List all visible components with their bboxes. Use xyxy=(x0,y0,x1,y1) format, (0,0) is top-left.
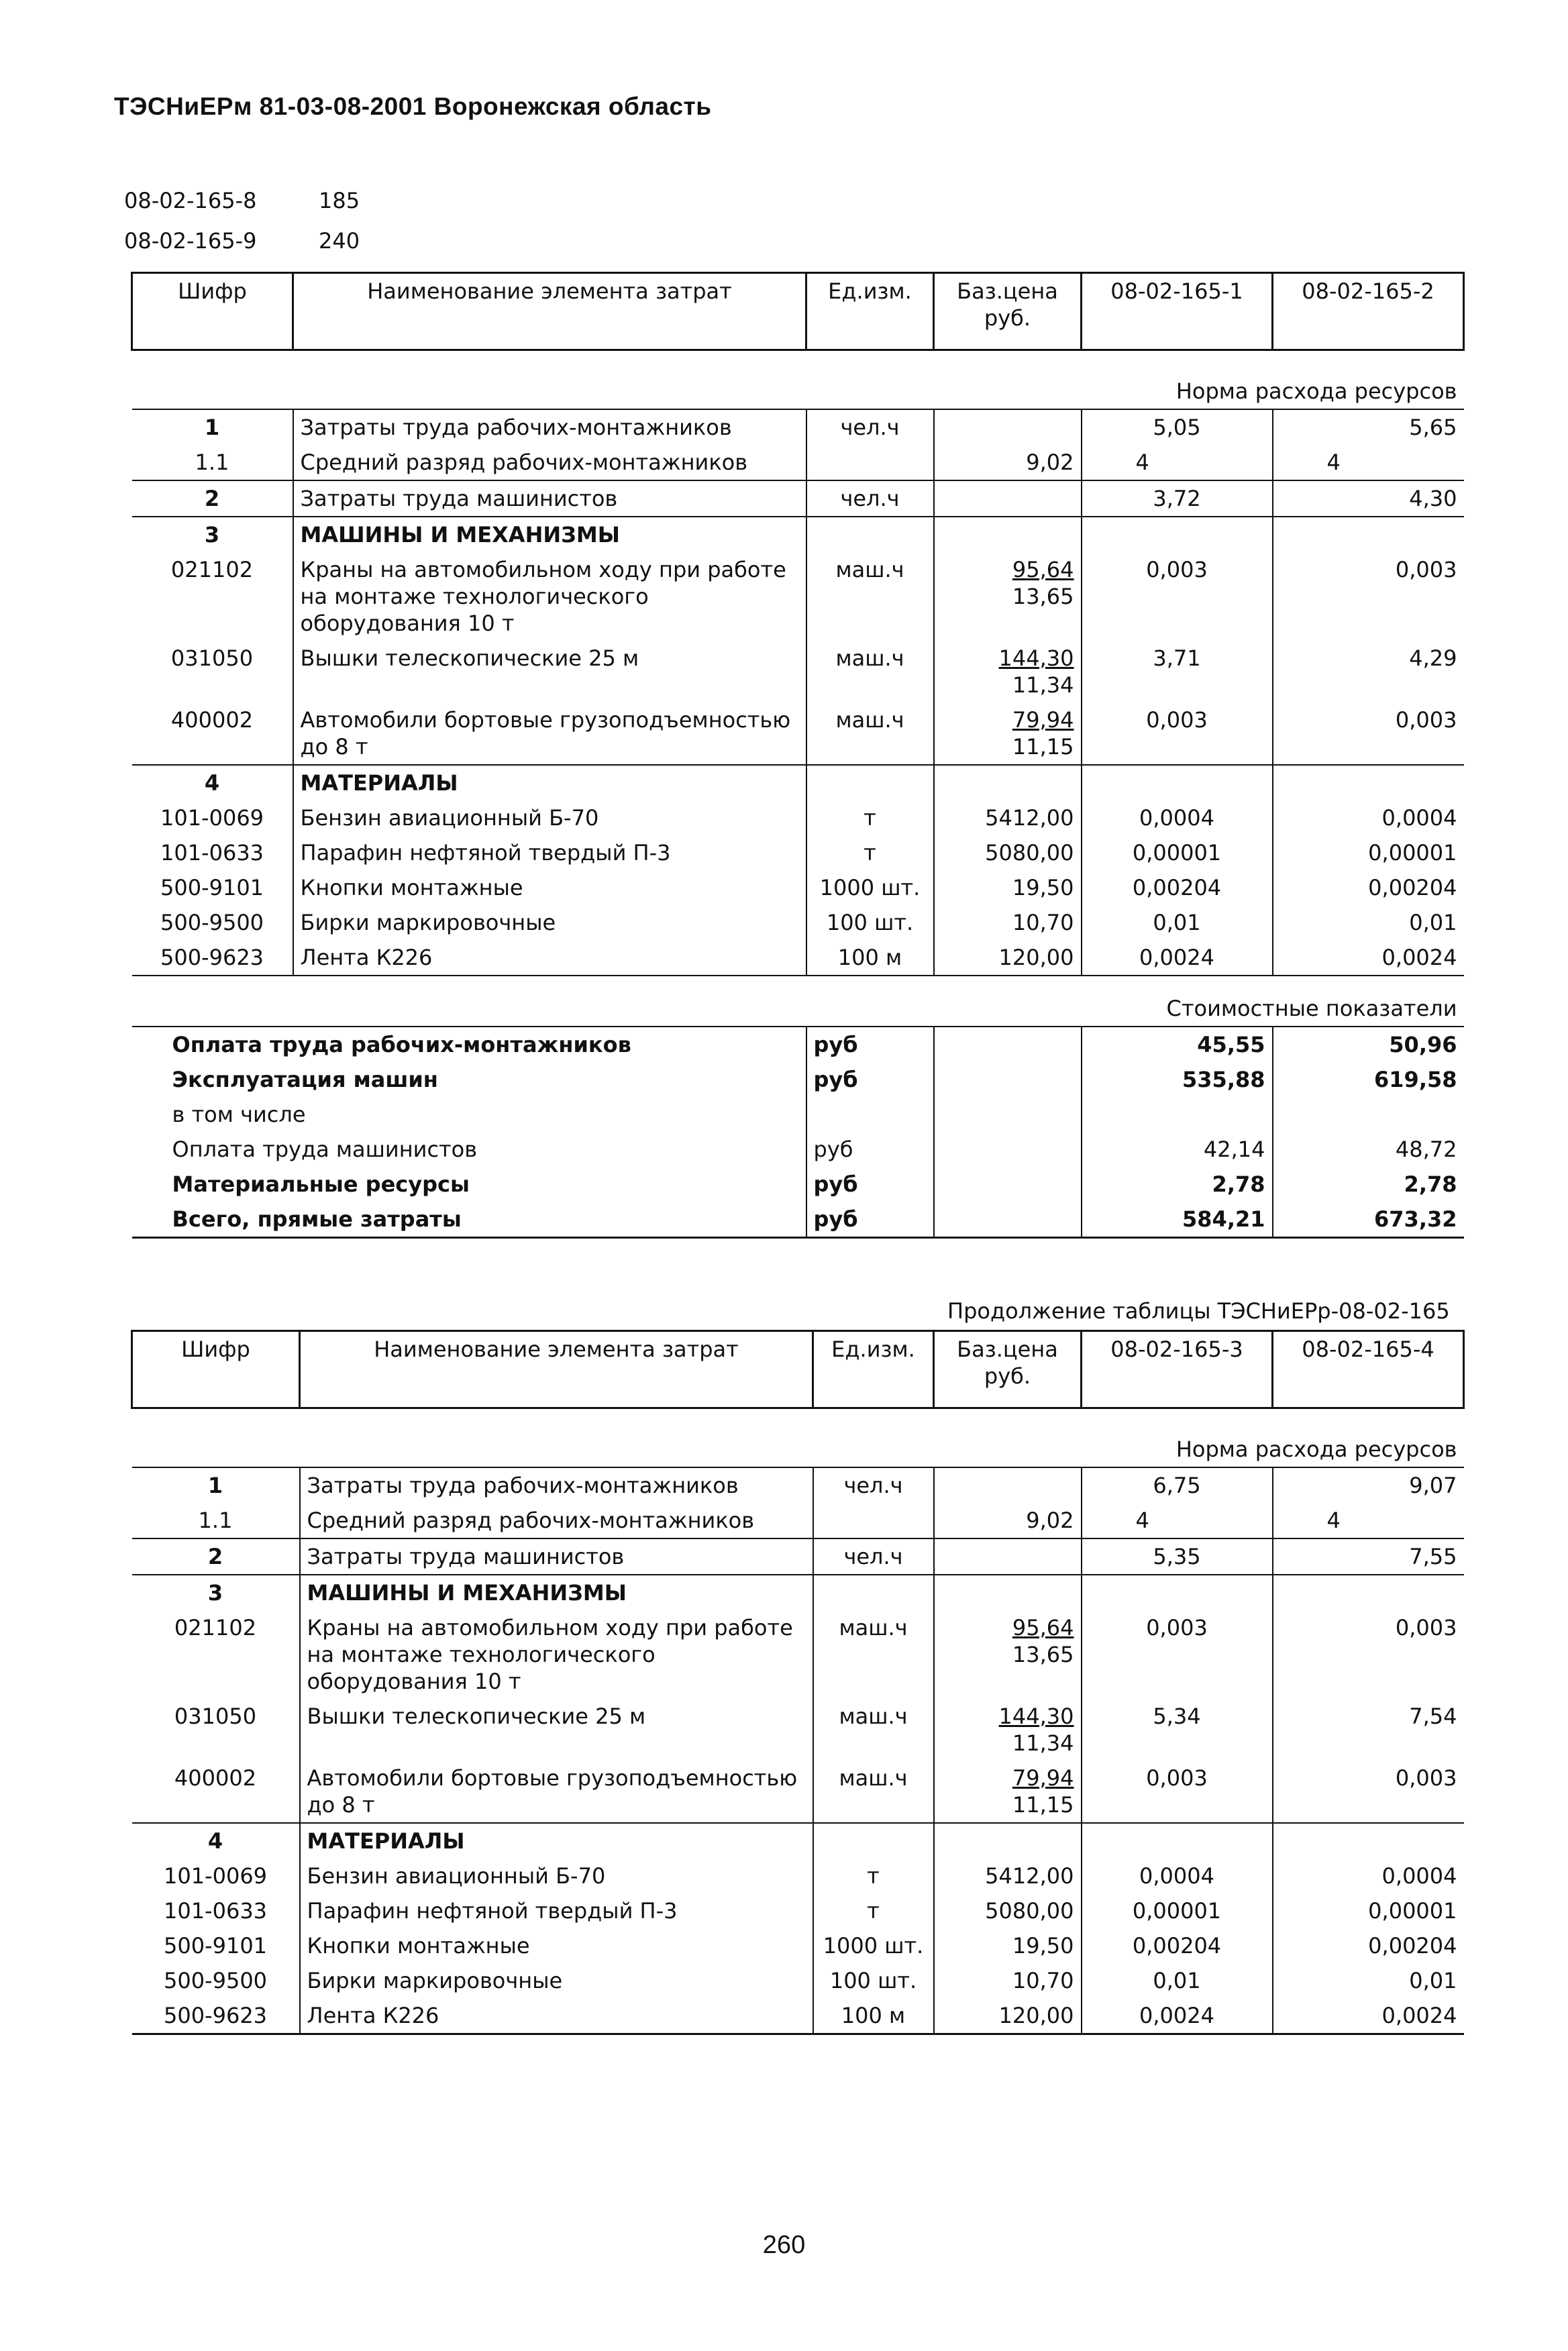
row-value-b: 0,00001 xyxy=(1273,1893,1464,1928)
cost-value-a: 2,78 xyxy=(1082,1167,1273,1202)
pre-row-code: 08-02-165-8 xyxy=(124,188,257,213)
section-title: МАТЕРИАЛЫ xyxy=(293,765,806,800)
row-unit: 100 м xyxy=(813,1998,934,2034)
cell-text: 79,94 xyxy=(1012,1765,1074,1791)
table-header-row xyxy=(132,1331,1464,1408)
table-row xyxy=(132,1503,1464,1538)
continuation-caption: Продолжение таблицы ТЭСНиЕРр-08-02-165 xyxy=(947,1298,1450,1324)
cost-title-row xyxy=(132,976,1464,1027)
cost-unit: руб xyxy=(806,1062,934,1097)
table-cell xyxy=(934,1823,1082,1859)
row-price xyxy=(934,480,1082,517)
row-code: 500-9101 xyxy=(163,1933,268,1958)
cost-row xyxy=(132,1132,1464,1167)
table-row xyxy=(132,1893,1464,1928)
cost-value-b: 48,72 xyxy=(1273,1132,1464,1167)
cell-text: 11,34 xyxy=(1012,672,1074,698)
row-name: Парафин нефтяной твердый П-3 xyxy=(300,1893,813,1928)
row-unit: маш.ч xyxy=(813,1761,934,1823)
row-name: Кнопки монтажные xyxy=(300,1928,813,1963)
row-name: Лента К226 xyxy=(300,1998,813,2034)
col-header-code: Шифр xyxy=(132,273,293,350)
table-row xyxy=(132,835,1464,870)
norm-title: Норма расхода ресурсов xyxy=(132,1408,1464,1468)
row-unit: маш.ч xyxy=(806,552,934,641)
section-row xyxy=(132,765,1464,800)
col-header-unit: Ед.изм. xyxy=(813,1331,934,1408)
cost-unit: руб xyxy=(806,1202,934,1238)
col-header-unit: Ед.изм. xyxy=(806,273,934,350)
col-header-b: 08-02-165-4 xyxy=(1273,1331,1464,1408)
cost-row xyxy=(132,1027,1464,1062)
row-code: 1 xyxy=(204,415,220,440)
col-header-a: 08-02-165-3 xyxy=(1082,1331,1273,1408)
row-value-b: 7,54 xyxy=(1273,1699,1464,1761)
row-value-b: 4 xyxy=(1273,1503,1464,1538)
row-name: Парафин нефтяной твердый П-3 xyxy=(293,835,806,870)
pre-row-code: 08-02-165-9 xyxy=(124,228,257,254)
cost-label: Материальные ресурсы xyxy=(172,1171,470,1197)
table-row xyxy=(132,800,1464,835)
table-row xyxy=(132,870,1464,905)
row-value-b: 0,01 xyxy=(1273,905,1464,940)
table-row xyxy=(132,1467,1464,1503)
cell-text: Баз.цена xyxy=(957,1337,1058,1362)
cost-label: Всего, прямые затраты xyxy=(132,1202,806,1238)
table-cell xyxy=(806,517,934,552)
row-unit: 100 м xyxy=(806,940,934,976)
row-name: Краны на автомобильном ходу при работе на монтаже технологического оборудования 10 т xyxy=(300,1610,813,1699)
row-value-a: 0,00001 xyxy=(1082,1893,1273,1928)
table-cell xyxy=(934,1132,1082,1167)
cost-unit: руб xyxy=(806,1027,934,1062)
row-unit: чел.ч xyxy=(813,1538,934,1575)
norm-title-row xyxy=(132,350,1464,410)
table-cell xyxy=(1273,1575,1464,1610)
cell-text: 11,15 xyxy=(1012,734,1074,760)
row-unit: 1000 шт. xyxy=(806,870,934,905)
row-price: 120,00 xyxy=(934,1998,1082,2034)
norm-title-row xyxy=(132,1408,1464,1468)
table-row xyxy=(132,702,1464,765)
cost-value-a: 42,14 xyxy=(1082,1132,1273,1167)
row-code: 2 xyxy=(132,480,293,517)
pre-row xyxy=(124,188,360,213)
table-cell xyxy=(813,1575,934,1610)
row-value-a: 0,003 xyxy=(1082,1761,1273,1823)
col-header-price xyxy=(934,1331,1082,1408)
row-value-b: 0,01 xyxy=(1273,1963,1464,1998)
row-unit: 100 шт. xyxy=(806,905,934,940)
row-value-b: 0,0024 xyxy=(1273,1998,1464,2034)
table-row xyxy=(132,1699,1464,1761)
cost-value-b: 2,78 xyxy=(1273,1167,1464,1202)
cost-row xyxy=(132,1062,1464,1097)
row-code: 500-9623 xyxy=(160,945,264,970)
row-unit: чел.ч xyxy=(813,1467,934,1503)
table-cell xyxy=(1082,1097,1273,1132)
row-name: Автомобили бортовые грузоподъемностью до 8 т xyxy=(293,702,806,765)
row-value-a: 3,72 xyxy=(1082,480,1273,517)
row-code: 101-0633 xyxy=(160,840,264,866)
row-price xyxy=(934,409,1082,445)
row-code: 500-9500 xyxy=(160,910,264,935)
table-cell xyxy=(934,1062,1082,1097)
section-row xyxy=(132,1823,1464,1859)
row-name: Краны на автомобильном ходу при работе на монтаже технологического оборудования 10 т xyxy=(293,552,806,641)
table-cell xyxy=(934,1027,1082,1062)
section-code: 3 xyxy=(132,517,293,552)
row-value-a: 0,003 xyxy=(1082,552,1273,641)
row-value-a: 6,75 xyxy=(1082,1467,1273,1503)
row-value-b: 4 xyxy=(1273,445,1464,480)
row-value-a: 0,00001 xyxy=(1082,835,1273,870)
row-price: 5412,00 xyxy=(934,800,1082,835)
table-cell xyxy=(1082,1823,1273,1859)
row-unit: 100 шт. xyxy=(813,1963,934,1998)
table-cell xyxy=(1273,1823,1464,1859)
row-value-a: 5,05 xyxy=(1082,409,1273,445)
row-name: Затраты труда машинистов xyxy=(293,480,806,517)
table-row xyxy=(132,552,1464,641)
table-cell xyxy=(1273,1097,1464,1132)
norm-title: Норма расхода ресурсов xyxy=(132,350,1464,410)
row-name: Средний разряд рабочих-монтажников xyxy=(293,445,806,480)
row-value-a: 0,0004 xyxy=(1082,1859,1273,1893)
row-code: 2 xyxy=(132,1538,300,1575)
row-unit xyxy=(813,1503,934,1538)
table-cell xyxy=(934,765,1082,800)
row-value-b: 9,07 xyxy=(1273,1467,1464,1503)
col-header-a: 08-02-165-1 xyxy=(1082,273,1273,350)
row-value-b: 0,0004 xyxy=(1273,800,1464,835)
table-cell xyxy=(934,517,1082,552)
row-value-a: 0,003 xyxy=(1082,702,1273,765)
cell-text: руб. xyxy=(984,305,1031,331)
row-code: 101-0633 xyxy=(163,1898,268,1924)
row-price: 5080,00 xyxy=(934,1893,1082,1928)
row-value-b: 0,003 xyxy=(1273,1610,1464,1699)
row-code: 031050 xyxy=(170,645,254,671)
row-value-a: 3,71 xyxy=(1082,641,1273,702)
row-unit: чел.ч xyxy=(806,480,934,517)
table-cell xyxy=(1273,517,1464,552)
table-header-row xyxy=(132,273,1464,350)
row-value-b: 0,00204 xyxy=(1273,1928,1464,1963)
row-unit: т xyxy=(806,800,934,835)
row-name: Затраты труда рабочих-монтажников xyxy=(293,409,806,445)
table-cell xyxy=(813,1823,934,1859)
row-name: Лента К226 xyxy=(293,940,806,976)
cost-unit: руб xyxy=(806,1132,934,1167)
cost-value-b: 50,96 xyxy=(1273,1027,1464,1062)
section-title: МАШИНЫ И МЕХАНИЗМЫ xyxy=(300,1575,813,1610)
row-name: Кнопки монтажные xyxy=(293,870,806,905)
row-unit xyxy=(806,445,934,480)
row-price xyxy=(934,1761,1082,1823)
row-price xyxy=(934,552,1082,641)
cell-text: руб. xyxy=(984,1363,1031,1389)
cell-text: 95,64 xyxy=(1012,1615,1074,1640)
row-name: Затраты труда рабочих-монтажников xyxy=(300,1467,813,1503)
table-row xyxy=(132,409,1464,445)
resource-table-1 xyxy=(131,272,1465,1239)
col-header-name: Наименование элемента затрат xyxy=(293,273,806,350)
row-value-a: 5,34 xyxy=(1082,1699,1273,1761)
cell-text: 79,94 xyxy=(1012,707,1074,733)
col-header-code: Шифр xyxy=(132,1331,300,1408)
row-code: 400002 xyxy=(170,707,254,733)
row-price: 10,70 xyxy=(934,905,1082,940)
table-cell xyxy=(934,1575,1082,1610)
cost-label: в том числе xyxy=(172,1102,306,1127)
row-name: Затраты труда машинистов xyxy=(300,1538,813,1575)
row-price: 120,00 xyxy=(934,940,1082,976)
row-code: 500-9500 xyxy=(163,1968,268,1993)
cell-text: Баз.цена xyxy=(957,278,1058,304)
row-price: 10,70 xyxy=(934,1963,1082,1998)
row-code: 101-0069 xyxy=(163,1863,268,1889)
row-value-b: 0,0004 xyxy=(1273,1859,1464,1893)
row-code: 400002 xyxy=(174,1765,257,1791)
row-value-b: 5,65 xyxy=(1273,409,1464,445)
cost-row xyxy=(132,1097,1464,1132)
row-code: 1 xyxy=(207,1473,223,1498)
row-price xyxy=(934,1699,1082,1761)
table-cell xyxy=(934,1167,1082,1202)
section-code: 4 xyxy=(132,1823,300,1859)
row-price xyxy=(934,641,1082,702)
row-name: Бирки маркировочные xyxy=(293,905,806,940)
row-code: 021102 xyxy=(170,557,254,582)
row-unit: т xyxy=(806,835,934,870)
cell-text: 13,65 xyxy=(1012,1642,1074,1667)
section-code: 3 xyxy=(132,1575,300,1610)
row-price: 5080,00 xyxy=(934,835,1082,870)
table-row xyxy=(132,1538,1464,1575)
cost-value-b: 673,32 xyxy=(1273,1202,1464,1238)
row-unit: т xyxy=(813,1859,934,1893)
cost-value-a: 45,55 xyxy=(1082,1027,1273,1062)
row-value-b: 0,00204 xyxy=(1273,870,1464,905)
row-value-a: 0,0024 xyxy=(1082,1998,1273,2034)
cost-row xyxy=(132,1167,1464,1202)
cost-title: Стоимостные показатели xyxy=(132,976,1464,1027)
row-code: 1.1 xyxy=(195,450,229,475)
row-price: 9,02 xyxy=(934,445,1082,480)
row-price: 19,50 xyxy=(934,870,1082,905)
row-value-a: 0,003 xyxy=(1082,1610,1273,1699)
pre-row-value: 240 xyxy=(319,228,360,254)
table-cell xyxy=(806,765,934,800)
table-cell xyxy=(1082,517,1273,552)
cost-row xyxy=(132,1202,1464,1238)
table-row xyxy=(132,1998,1464,2034)
cell-text: 144,30 xyxy=(998,645,1074,671)
row-value-a: 0,0024 xyxy=(1082,940,1273,976)
table-cell xyxy=(1082,1575,1273,1610)
row-code: 021102 xyxy=(174,1615,257,1640)
row-code: 1.1 xyxy=(198,1508,233,1533)
row-value-b: 0,0024 xyxy=(1273,940,1464,976)
cost-label: Оплата труда машинистов xyxy=(172,1137,478,1162)
cost-value-a: 584,21 xyxy=(1082,1202,1273,1238)
section-row xyxy=(132,1575,1464,1610)
pre-row xyxy=(124,228,360,254)
row-price xyxy=(934,1538,1082,1575)
cost-value-b: 619,58 xyxy=(1273,1062,1464,1097)
section-code: 4 xyxy=(132,765,293,800)
row-value-a: 0,0004 xyxy=(1082,800,1273,835)
table-row xyxy=(132,641,1464,702)
row-value-a: 5,35 xyxy=(1082,1538,1273,1575)
row-unit: 1000 шт. xyxy=(813,1928,934,1963)
row-price: 5412,00 xyxy=(934,1859,1082,1893)
table-row xyxy=(132,480,1464,517)
table-cell xyxy=(1273,765,1464,800)
row-value-a: 0,01 xyxy=(1082,1963,1273,1998)
page-number: 260 xyxy=(762,2231,806,2259)
table-row xyxy=(132,905,1464,940)
section-row xyxy=(132,517,1464,552)
row-unit: чел.ч xyxy=(806,409,934,445)
table-row xyxy=(132,1963,1464,1998)
table-row xyxy=(132,1761,1464,1823)
pre-row-value: 185 xyxy=(319,188,360,213)
table-cell xyxy=(934,1202,1082,1238)
row-value-b: 4,29 xyxy=(1273,641,1464,702)
row-value-a: 4 xyxy=(1082,445,1273,480)
row-unit: маш.ч xyxy=(813,1699,934,1761)
cost-label: Оплата труда рабочих-монтажников xyxy=(172,1032,631,1057)
row-unit: маш.ч xyxy=(813,1610,934,1699)
table-cell xyxy=(806,1097,934,1132)
row-unit: маш.ч xyxy=(806,641,934,702)
col-header-name: Наименование элемента затрат xyxy=(300,1331,813,1408)
row-name: Бирки маркировочные xyxy=(300,1963,813,1998)
row-price xyxy=(934,1467,1082,1503)
row-value-b: 7,55 xyxy=(1273,1538,1464,1575)
cost-value-a: 535,88 xyxy=(1082,1062,1273,1097)
cell-text: 11,34 xyxy=(1012,1730,1074,1756)
table-row xyxy=(132,1928,1464,1963)
row-value-a: 0,00204 xyxy=(1082,870,1273,905)
row-price: 9,02 xyxy=(934,1503,1082,1538)
row-value-b: 0,003 xyxy=(1273,702,1464,765)
section-title: МАШИНЫ И МЕХАНИЗМЫ xyxy=(293,517,806,552)
section-title: МАТЕРИАЛЫ xyxy=(300,1823,813,1859)
row-value-b: 0,003 xyxy=(1273,552,1464,641)
cell-text: 13,65 xyxy=(1012,584,1074,609)
row-name: Бензин авиационный Б-70 xyxy=(293,800,806,835)
row-name: Бензин авиационный Б-70 xyxy=(300,1859,813,1893)
row-code: 500-9623 xyxy=(132,1998,300,2034)
row-value-a: 4 xyxy=(1082,1503,1273,1538)
row-name: Вышки телескопические 25 м xyxy=(293,641,806,702)
row-code: 500-9101 xyxy=(160,875,264,900)
row-price: 19,50 xyxy=(934,1928,1082,1963)
table-cell xyxy=(934,1097,1082,1132)
cell-text: 11,15 xyxy=(1012,1792,1074,1818)
row-name: Автомобили бортовые грузоподъемностью до 8 т xyxy=(300,1761,813,1823)
cost-unit: руб xyxy=(806,1167,934,1202)
row-name: Вышки телескопические 25 м xyxy=(300,1699,813,1761)
row-code: 101-0069 xyxy=(160,805,264,831)
row-value-a: 0,01 xyxy=(1082,905,1273,940)
table-row xyxy=(132,940,1464,976)
table-row xyxy=(132,1610,1464,1699)
table-row xyxy=(132,445,1464,480)
row-name: Средний разряд рабочих-монтажников xyxy=(300,1503,813,1538)
document-header: ТЭСНиЕРм 81-03-08-2001 Воронежская область xyxy=(114,93,712,120)
row-price xyxy=(934,1610,1082,1699)
row-value-a: 0,00204 xyxy=(1082,1928,1273,1963)
table-cell xyxy=(1082,765,1273,800)
col-header-price xyxy=(934,273,1082,350)
col-header-b: 08-02-165-2 xyxy=(1273,273,1464,350)
row-value-b: 4,30 xyxy=(1273,480,1464,517)
resource-table-2 xyxy=(131,1330,1465,2035)
row-unit: т xyxy=(813,1893,934,1928)
cell-text: 144,30 xyxy=(998,1704,1074,1729)
row-unit: маш.ч xyxy=(806,702,934,765)
row-value-b: 0,00001 xyxy=(1273,835,1464,870)
cell-text: 95,64 xyxy=(1012,557,1074,582)
row-value-b: 0,003 xyxy=(1273,1761,1464,1823)
row-price xyxy=(934,702,1082,765)
cost-label: Эксплуатация машин xyxy=(172,1067,438,1092)
table-row xyxy=(132,1859,1464,1893)
row-code: 031050 xyxy=(174,1704,257,1729)
